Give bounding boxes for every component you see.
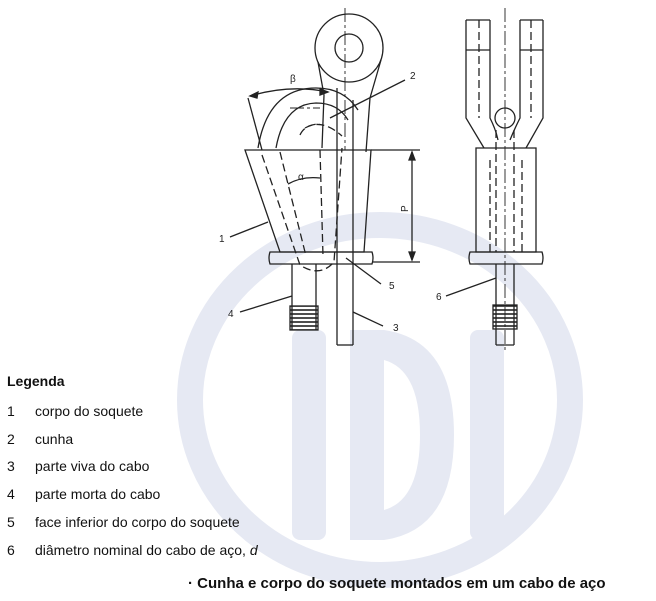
label-beta: β (290, 74, 296, 85)
legend-item (7, 480, 258, 508)
legend-item (7, 397, 258, 425)
label-alpha: α (298, 172, 304, 183)
legend-item-text: cunha (35, 430, 74, 447)
legend-item (7, 425, 258, 453)
label-6: 6 (436, 292, 442, 303)
legend-item-number: 1 (7, 402, 15, 419)
legend-item-number: 5 (7, 514, 15, 531)
label-p: P (400, 205, 411, 212)
legend-item-number: 2 (7, 430, 15, 447)
legend-item-number: 3 (7, 458, 15, 475)
label-2: 2 (410, 71, 416, 82)
legend-item-text: parte morta do cabo (35, 486, 161, 503)
label-3: 3 (393, 323, 399, 334)
label-4: 4 (228, 309, 234, 320)
legend-item (7, 453, 258, 481)
right-view (446, 8, 543, 350)
figure-caption: · Cunha e corpo do soquete montados em um cabo de aço (188, 575, 606, 592)
legend-item-number: 4 (7, 486, 15, 503)
legend-item-text: parte viva do cabo (35, 458, 150, 475)
legend-item-text: diâmetro nominal do cabo de aço, d (35, 541, 258, 558)
legend-item (7, 536, 258, 564)
legend-item (7, 508, 258, 536)
legend-item-text: face inferior do corpo do soquete (35, 514, 240, 531)
legend-title: Legenda (7, 373, 65, 389)
label-1: 1 (219, 234, 225, 245)
label-5: 5 (389, 281, 395, 292)
legend-item-text: corpo do soquete (35, 402, 144, 419)
legend-item-number: 6 (7, 541, 15, 558)
left-view (230, 8, 420, 345)
legend (7, 373, 258, 564)
